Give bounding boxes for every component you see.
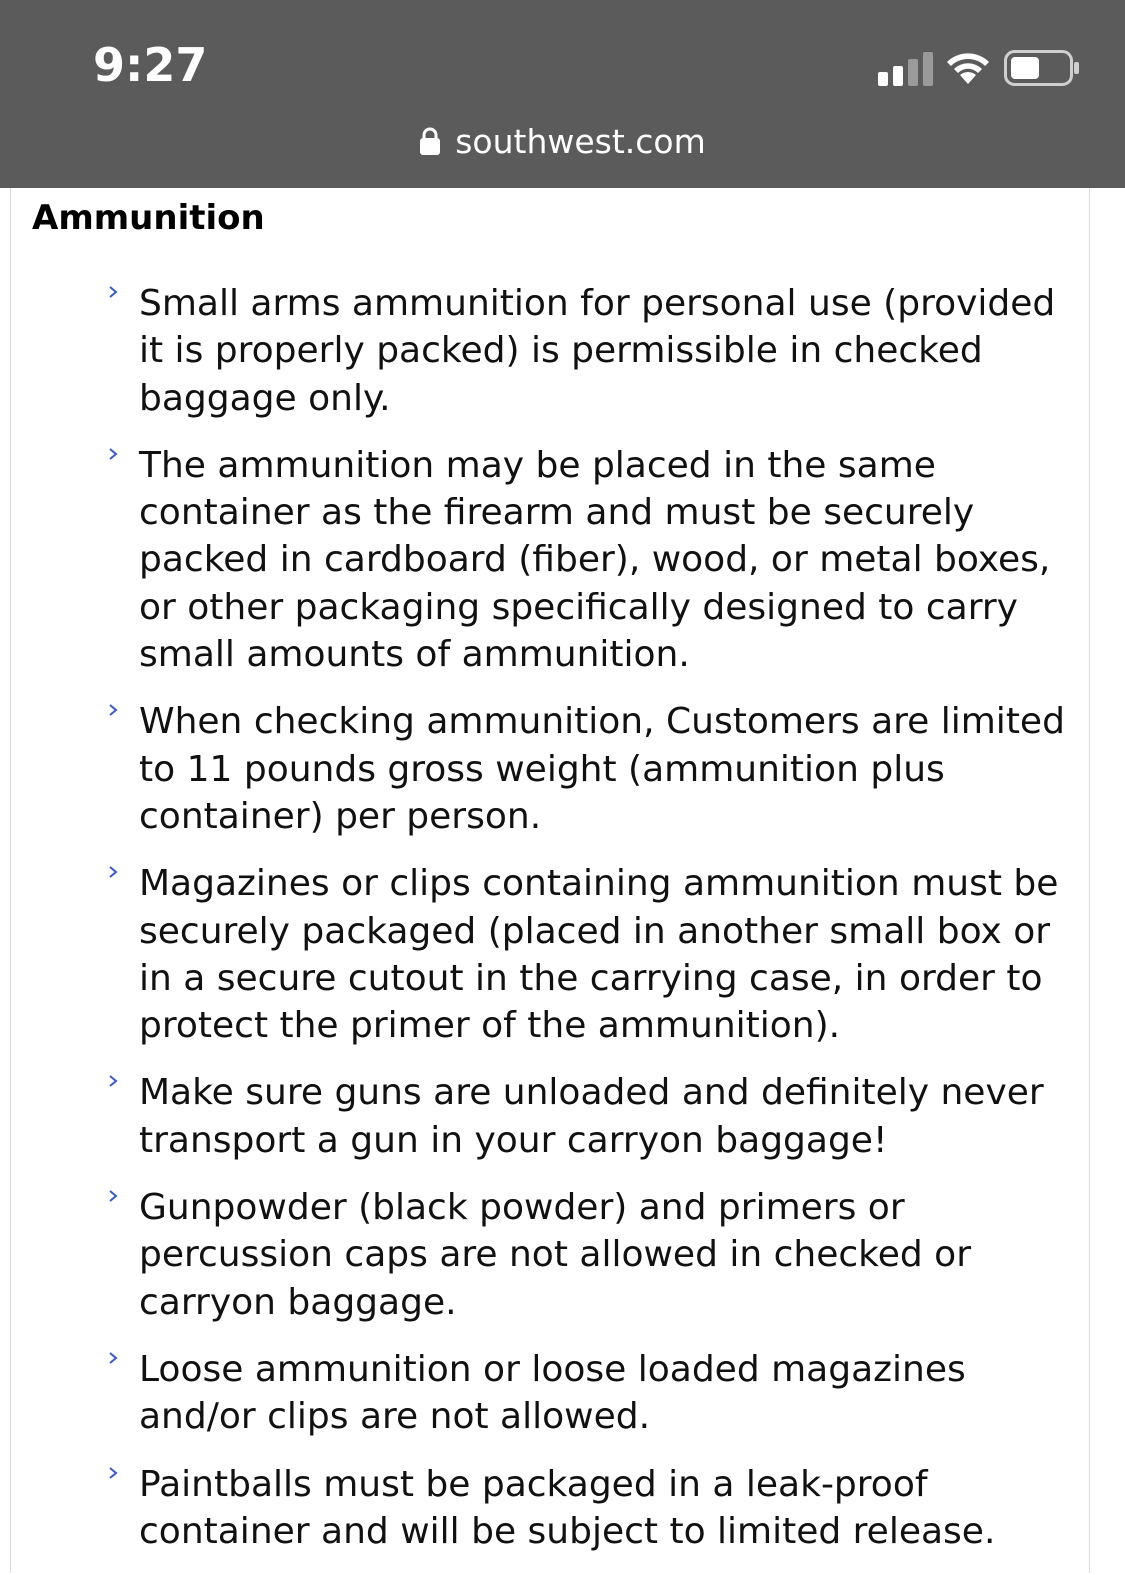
list-item: [11, 698, 1089, 840]
list-item-text: Magazines or clips containing ammunition must be securely packaged (placed in another small box or in a secure cutout in the carrying case, in order to protect the primer of the ammunition).: [139, 863, 1059, 1047]
url-text: southwest.com: [455, 121, 706, 161]
chevron-right-icon: [107, 1465, 119, 1481]
list-item: [11, 442, 1089, 678]
chevron-right-icon: [107, 1188, 119, 1204]
chevron-right-icon: [107, 1073, 119, 1089]
list-item: [11, 1184, 1089, 1326]
lock-icon: [419, 126, 441, 156]
signal-icon: [878, 52, 934, 86]
list-item-text: When checking ammunition, Customers are limited to 11 pounds gross weight (ammunition plus container) per person.: [139, 701, 1065, 837]
list-item: [11, 1069, 1089, 1164]
chevron-right-icon: [107, 864, 119, 880]
chevron-right-icon: [107, 446, 119, 462]
page-content: [10, 188, 1090, 1573]
chevron-right-icon: [107, 1350, 119, 1366]
list-item-text: The ammunition may be placed in the same container as the firearm and must be securely packed in cardboard (fiber), wood, or metal boxes, or other packaging specifically designed to carry small amounts of ammunition.: [139, 444, 1051, 676]
address-bar[interactable]: [0, 118, 1125, 164]
list-item-text: Paintballs must be packaged in a leak-proof container and will be subject to limited release.: [139, 1463, 996, 1552]
ammunition-rules-list: [11, 280, 1089, 1575]
list-item-text: Loose ammunition or loose loaded magazines and/or clips are not allowed.: [139, 1348, 966, 1438]
chevron-right-icon: [107, 702, 119, 718]
status-time: 9:27: [93, 38, 208, 92]
list-item: [11, 1346, 1089, 1441]
battery-icon: [1004, 50, 1080, 86]
list-item: [11, 860, 1089, 1049]
list-item-text: Make sure guns are unloaded and definitely never transport a gun in your carryon baggage!: [139, 1072, 1044, 1161]
list-item-text: Small arms ammunition for personal use (provided it is properly packed) is permissible in checked baggage only.: [139, 283, 1056, 419]
status-bar: [0, 0, 1125, 188]
list-item: [11, 280, 1089, 422]
list-item-text: Gunpowder (black powder) and primers or percussion caps are not allowed in checked or carryon baggage.: [139, 1187, 972, 1323]
section-heading: Ammunition: [32, 198, 265, 238]
chevron-right-icon: [107, 284, 119, 300]
wifi-icon: [944, 48, 992, 86]
list-item: [11, 1461, 1089, 1556]
